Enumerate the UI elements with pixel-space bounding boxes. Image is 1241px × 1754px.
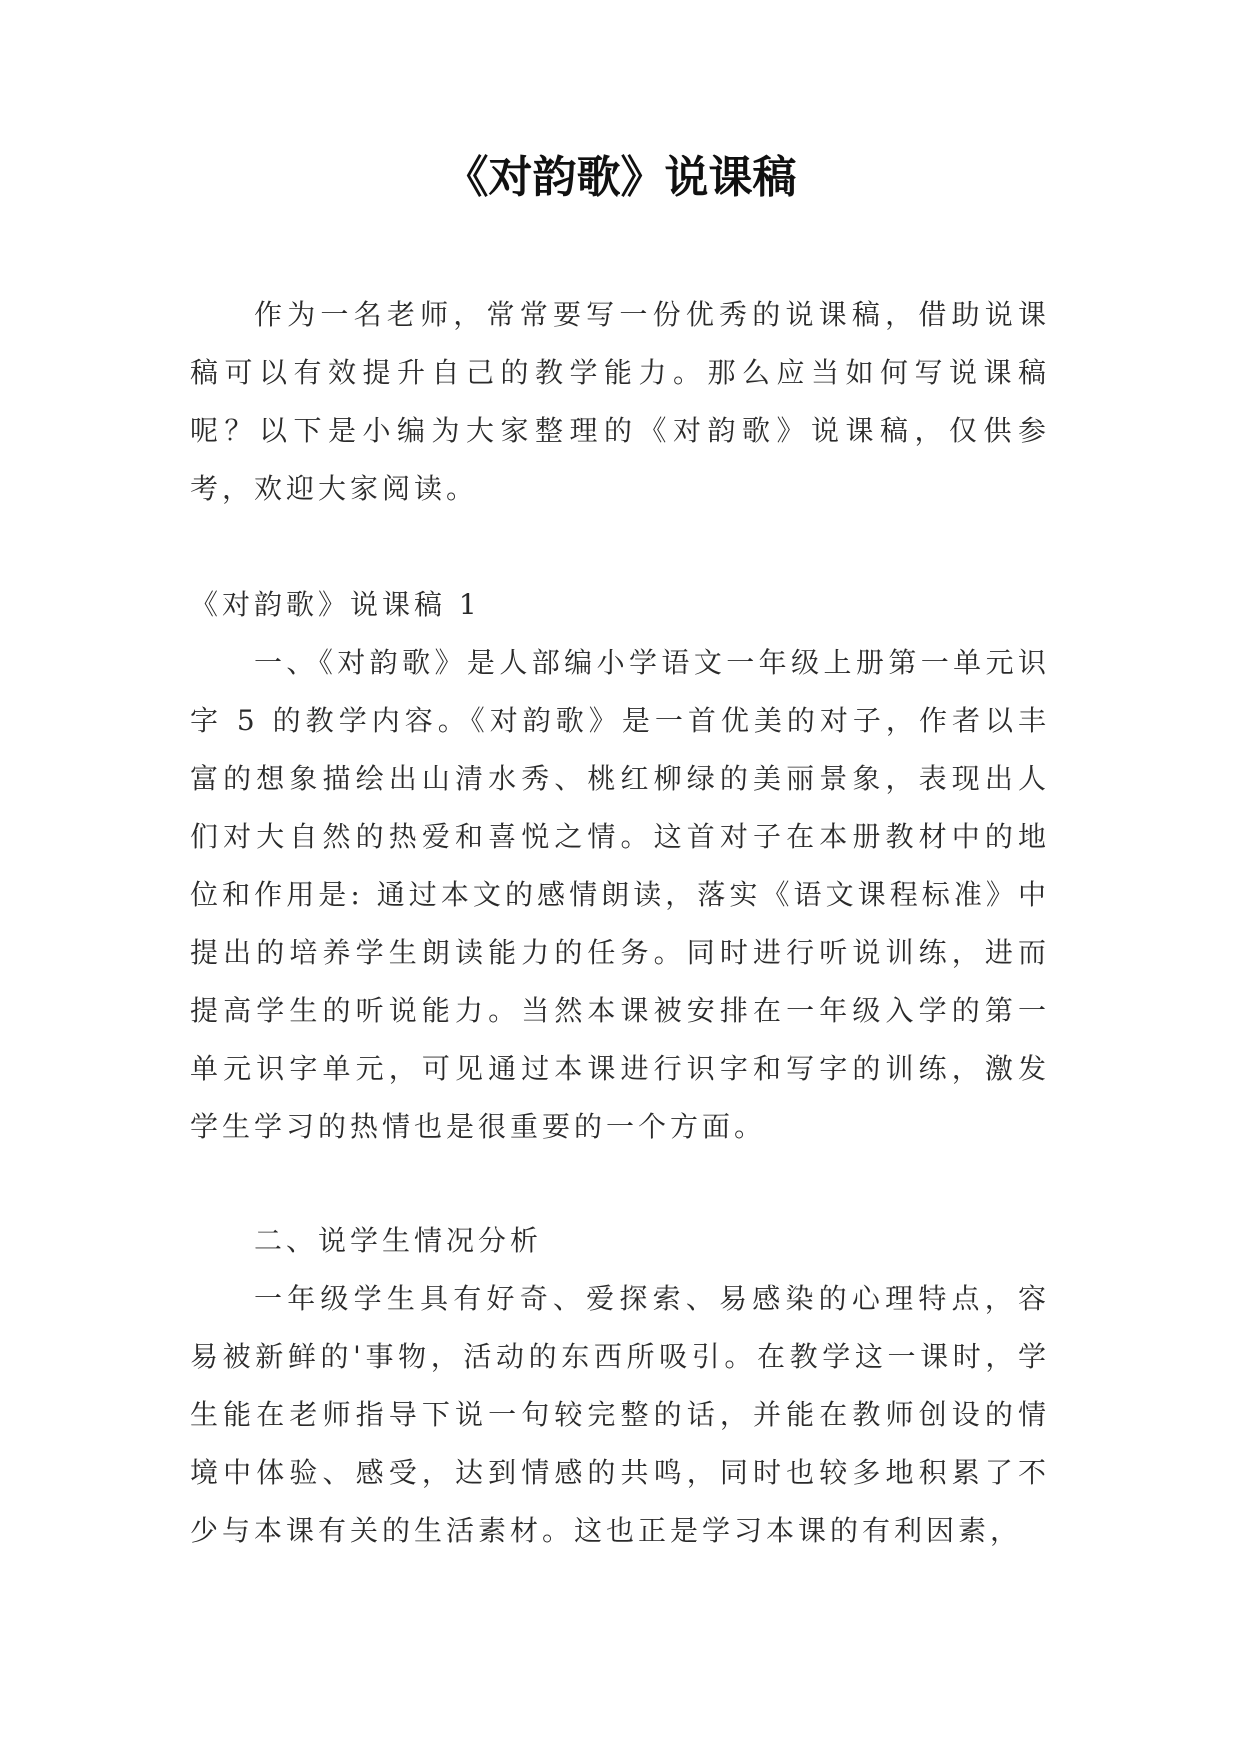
section-paragraph: 一年级学生具有好奇、爱探索、易感染的心理特点，容易被新鲜的'事物，活动的东西所吸引。在教学这一课时，学生能在老师指导下说一句较完整的话，并能在教师创设的情境中体验、感受，达到情感的共鸣，同时也较多地积累了不少与本课有关的生活素材。这也正是学习本课的有利因素，: [190, 1282, 1050, 1547]
document-title: 《对韵歌》说课稿: [444, 152, 797, 203]
intro-paragraph: 作为一名老师，常常要写一份优秀的说课稿，借助说课稿可以有效提升自己的教学能力。那么应当如何写说课稿呢？以下是小编为大家整理的《对韵歌》说课稿，仅供参考，欢迎大家阅读。: [190, 298, 1050, 505]
section-paragraph: 一、《对韵歌》是人部编小学语文一年级上册第一单元识字 5 的教学内容。《对韵歌》是一首优美的对子，作者以丰富的想象描绘出山清水秀、桃红柳绿的美丽景象，表现出人们对大自然的热爱和喜悦之情。这首对子在本册教材中的地位和作用是: 通过本文的感情朗读，落实《语文课程标准》中提出的培养学生朗读能力的任务。同时进行听说训练，进而提高学生的听说能力。当然本课被安排在一年级入学的第一单元识字单元，可见通过本课进行识字和写字的训练，激发学生学习的热情也是很重要的一个方面。: [190, 646, 1050, 1143]
section-heading: 二、说学生情况分析: [254, 1224, 543, 1257]
section-heading: 《对韵歌》说课稿 1: [190, 588, 481, 621]
